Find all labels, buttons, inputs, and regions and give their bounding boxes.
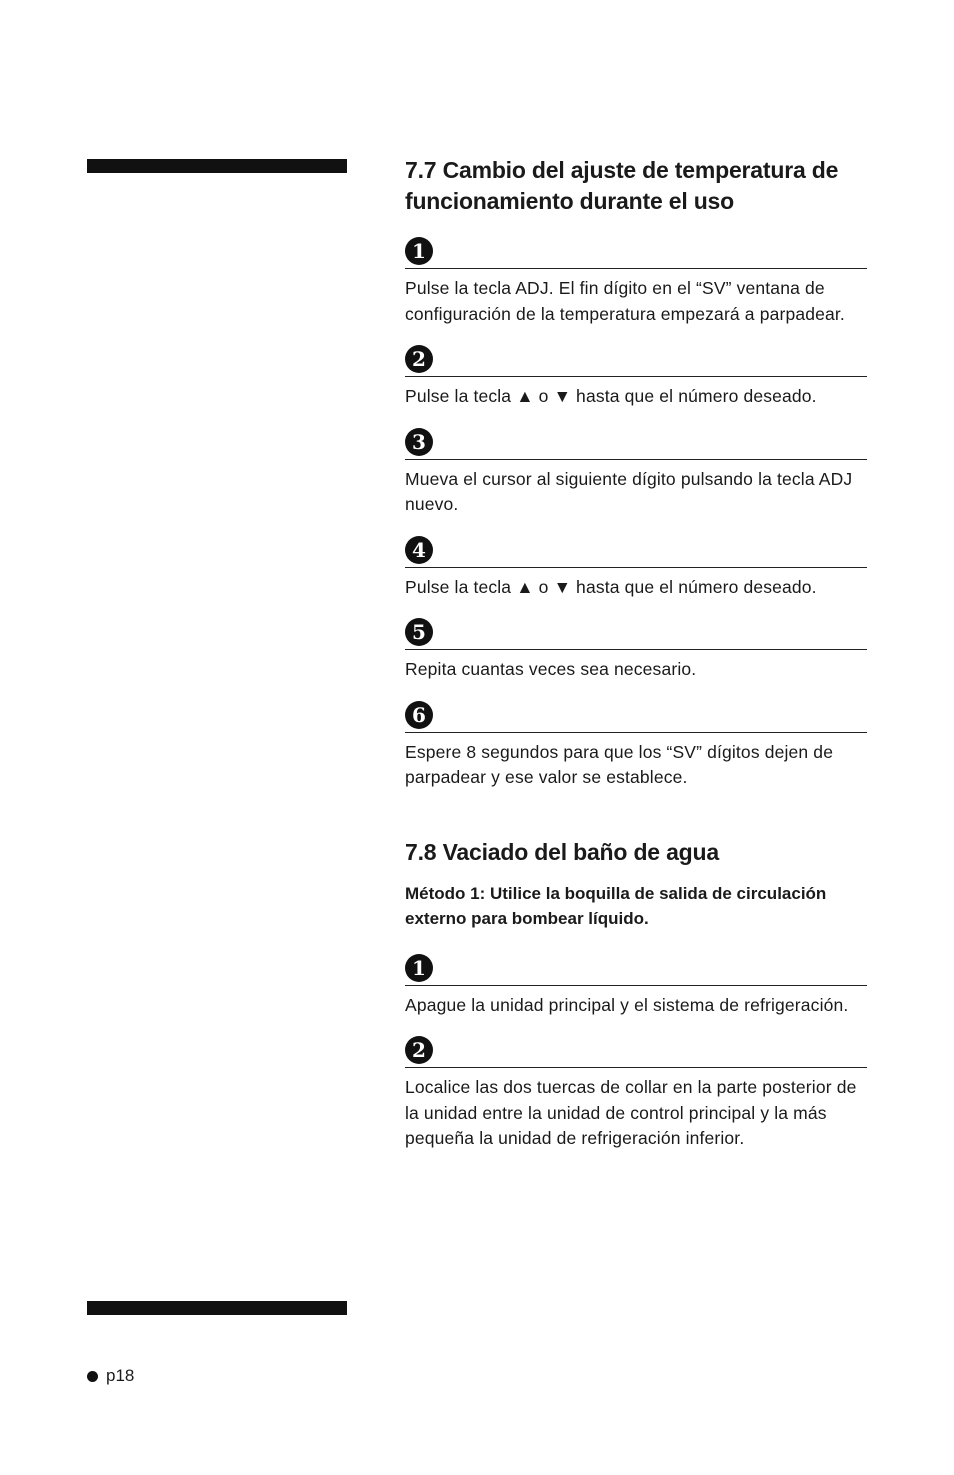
method-description: Método 1: Utilice la boquilla de salida de circulación externo para bombear líquido. <box>405 883 827 928</box>
section-title-7-7: 7.7 Cambio del ajuste de temperatura de funcionamiento durante el uso <box>405 157 839 214</box>
bullet-icon <box>87 1371 98 1382</box>
step-3 <box>405 425 867 518</box>
step-text: Pulse la tecla ADJ. El fin dígito en el “SV” ventana de configuración de la temperatura empezará a parpadear. <box>405 278 845 324</box>
step-text: Pulse la tecla ▲ o ▼ hasta que el número deseado. <box>405 576 817 597</box>
step-text: Repita cuantas veces sea necesario. <box>405 659 697 679</box>
step-number-icon: 4 <box>405 536 433 564</box>
step-header <box>405 698 867 733</box>
step-text: Pulse la tecla ▲ o ▼ hasta que el número deseado. <box>405 386 817 406</box>
step-header <box>405 951 867 986</box>
step-header <box>405 615 867 650</box>
step-4 <box>405 533 867 601</box>
step-header <box>405 234 867 269</box>
step-number-icon: 2 <box>405 345 433 373</box>
step-number-icon: 3 <box>405 428 433 456</box>
step-text: Apague la unidad principal y el sistema de refrigeración. <box>405 994 849 1015</box>
step-6 <box>405 698 867 791</box>
step-header <box>405 1033 867 1068</box>
step-number-icon: 5 <box>405 618 433 646</box>
step-header <box>405 425 867 460</box>
step-1 <box>405 234 867 327</box>
section-title-7-8: 7.8 Vaciado del baño de agua <box>405 838 719 865</box>
decorative-bar-top <box>87 159 347 173</box>
step-text: Localice las dos tuercas de collar en la parte posterior de la unidad entre la unidad de control principal y la más pequeña la unidad de refrigeración inferior. <box>405 1077 857 1148</box>
step-number-icon: 2 <box>405 1036 433 1064</box>
step-number-icon: 1 <box>405 237 433 265</box>
page-footer <box>87 1366 134 1386</box>
step-2-drain <box>405 1033 867 1152</box>
step-number-icon: 6 <box>405 701 433 729</box>
step-5 <box>405 615 867 683</box>
step-number-icon: 1 <box>405 954 433 982</box>
step-text: Espere 8 segundos para que los “SV” dígitos dejen de parpadear y ese valor se establece. <box>405 741 834 787</box>
step-header <box>405 342 867 377</box>
step-header <box>405 533 867 568</box>
step-2 <box>405 342 867 410</box>
step-text: Mueva el cursor al siguiente dígito pulsando la tecla ADJ nuevo. <box>405 468 853 514</box>
page-number: p18 <box>106 1366 135 1385</box>
decorative-bar-bottom <box>87 1301 347 1315</box>
main-content <box>405 155 867 1152</box>
step-1-drain <box>405 951 867 1019</box>
